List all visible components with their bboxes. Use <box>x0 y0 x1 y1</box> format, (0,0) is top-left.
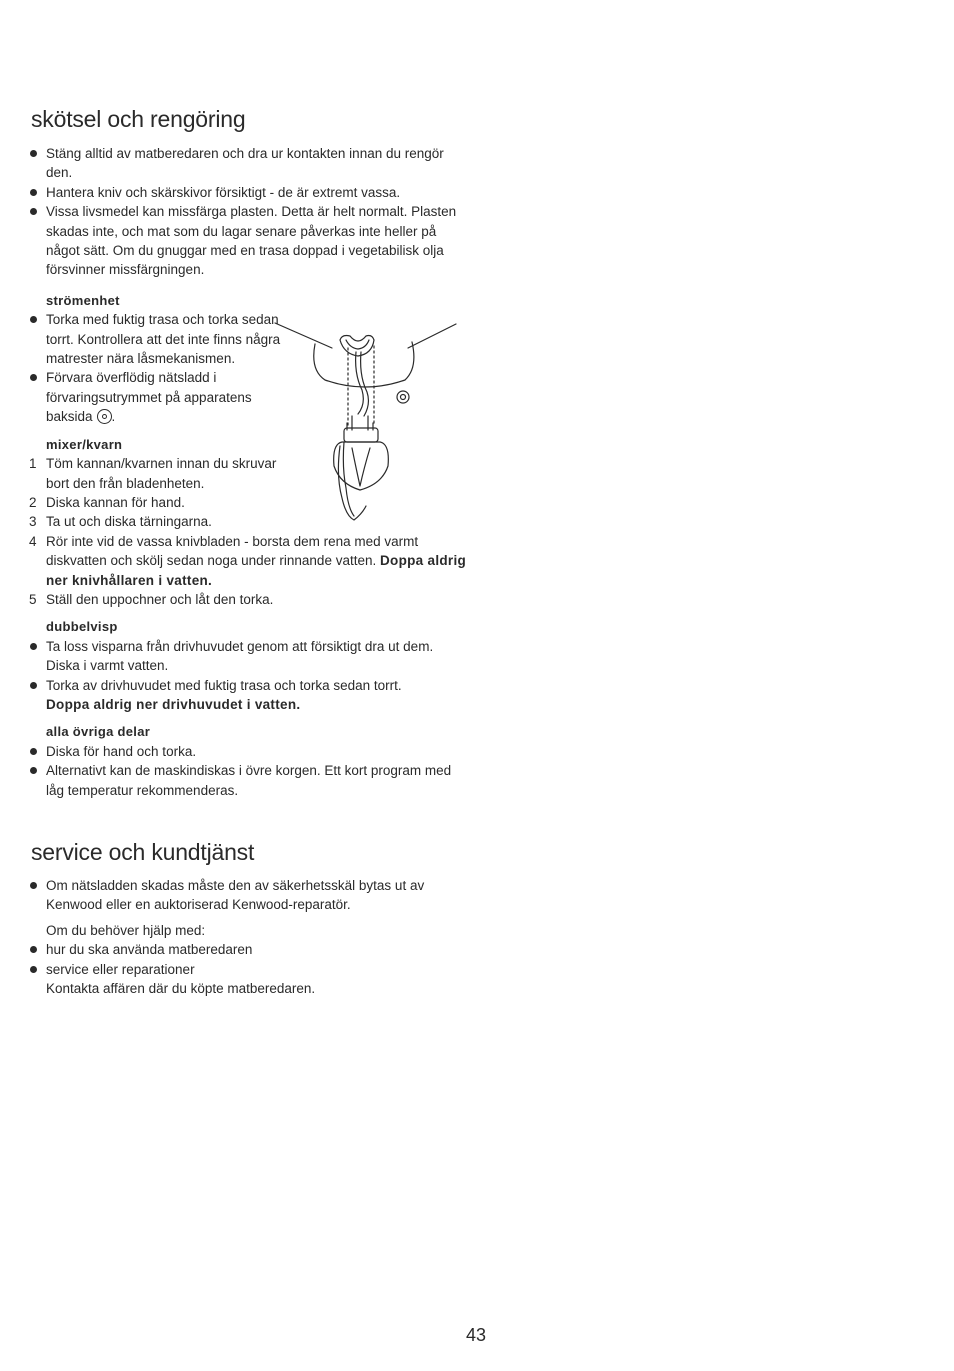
warning-text: Doppa aldrig ner knivhållaren i vatten. <box>46 553 467 588</box>
page-number: 43 <box>466 1325 487 1345</box>
storage-symbol-icon <box>97 409 112 424</box>
list-item: Diska för hand och torka. <box>28 742 468 761</box>
list-item: hur du ska använda matberedaren <box>28 940 468 959</box>
service-list <box>28 876 468 998</box>
list-item <box>28 676 468 715</box>
list-item: service eller reparationer <box>28 960 468 979</box>
subheading-other-parts: alla övriga delar <box>46 724 151 740</box>
step-text: Rör inte vid de vassa knivbladen - borsta dem rena med varmt diskvatten och skölj sedan noga under rinnande vatten. <box>46 533 419 569</box>
step-text: Ta ut och diska tärningarna. <box>46 514 212 530</box>
list-item: Vissa livsmedel kan missfärga plasten. Detta är helt normalt. Plasten skadas inte, och mat som du lagar senare påverkas inte heller på något sätt. Om du gnuggar med en trasa doppad i vegetabilisk olja försvinner missfärgningen. <box>28 202 468 280</box>
subheading-mixer: mixer/kvarn <box>46 436 123 452</box>
warning-text: Doppa aldrig ner drivhuvudet i vatten. <box>46 696 301 712</box>
list-item: Alternativt kan de maskindiskas i övre korgen. Ett kort program med låg temperatur rekommenderas. <box>28 761 468 800</box>
step-number: 5 <box>29 591 37 607</box>
list-item-suffix: . <box>111 409 116 425</box>
numbered-item <box>28 590 468 609</box>
list-item-text: Ta loss visparna från drivhuvudet genom att försiktigt dra ut dem. Diska i varmt vatten. <box>46 638 434 674</box>
list-item: Stäng alltid av matberedaren och dra ur kontakten innan du rengör den. <box>28 144 468 183</box>
step-number: 1 <box>29 456 37 472</box>
list-item <box>28 368 286 426</box>
subheading-power-unit: strömenhet <box>46 292 120 308</box>
power-unit-cord-storage-illustration <box>270 318 460 528</box>
section-title-service: service och kundtjänst <box>31 839 255 865</box>
list-item-text: Torka av drivhuvudet med fuktig trasa och torka sedan torrt. <box>46 677 402 693</box>
help-intro: Om du behöver hjälp med: <box>46 922 206 938</box>
numbered-item <box>28 532 468 590</box>
step-text: Diska kannan för hand. <box>46 494 185 510</box>
numbered-item <box>28 454 286 493</box>
step-text: Ställ den uppochner och låt den torka. <box>46 591 274 607</box>
list-item <box>28 637 468 676</box>
step-number: 2 <box>29 494 37 510</box>
section-title-care: skötsel och rengöring <box>31 106 246 132</box>
cord-storage-drawing <box>270 318 460 528</box>
list-item: Om nätsladden skadas måste den av säkerhetsskäl bytas ut av Kenwood eller en auktoriserad Kenwood-reparatör. <box>28 876 468 915</box>
step-text: Töm kannan/kvarnen innan du skruvar bort den från bladenheten. <box>46 456 277 491</box>
list-item: Hantera kniv och skärskivor försiktigt - de är extremt vassa. <box>28 183 468 202</box>
list-item-text: Förvara överflödig nätsladd i förvaringsutrymmet på apparatens baksida <box>46 370 252 425</box>
contact-text: Kontakta affären där du köpte matberedaren. <box>46 981 316 997</box>
step-number: 3 <box>29 514 37 530</box>
subheading-whisk: dubbelvisp <box>46 619 118 635</box>
step-number: 4 <box>29 533 37 549</box>
list-item: Torka med fuktig trasa och torka sedan torrt. Kontrollera att det inte finns några matrester nära låsmekanismen. <box>28 310 286 368</box>
